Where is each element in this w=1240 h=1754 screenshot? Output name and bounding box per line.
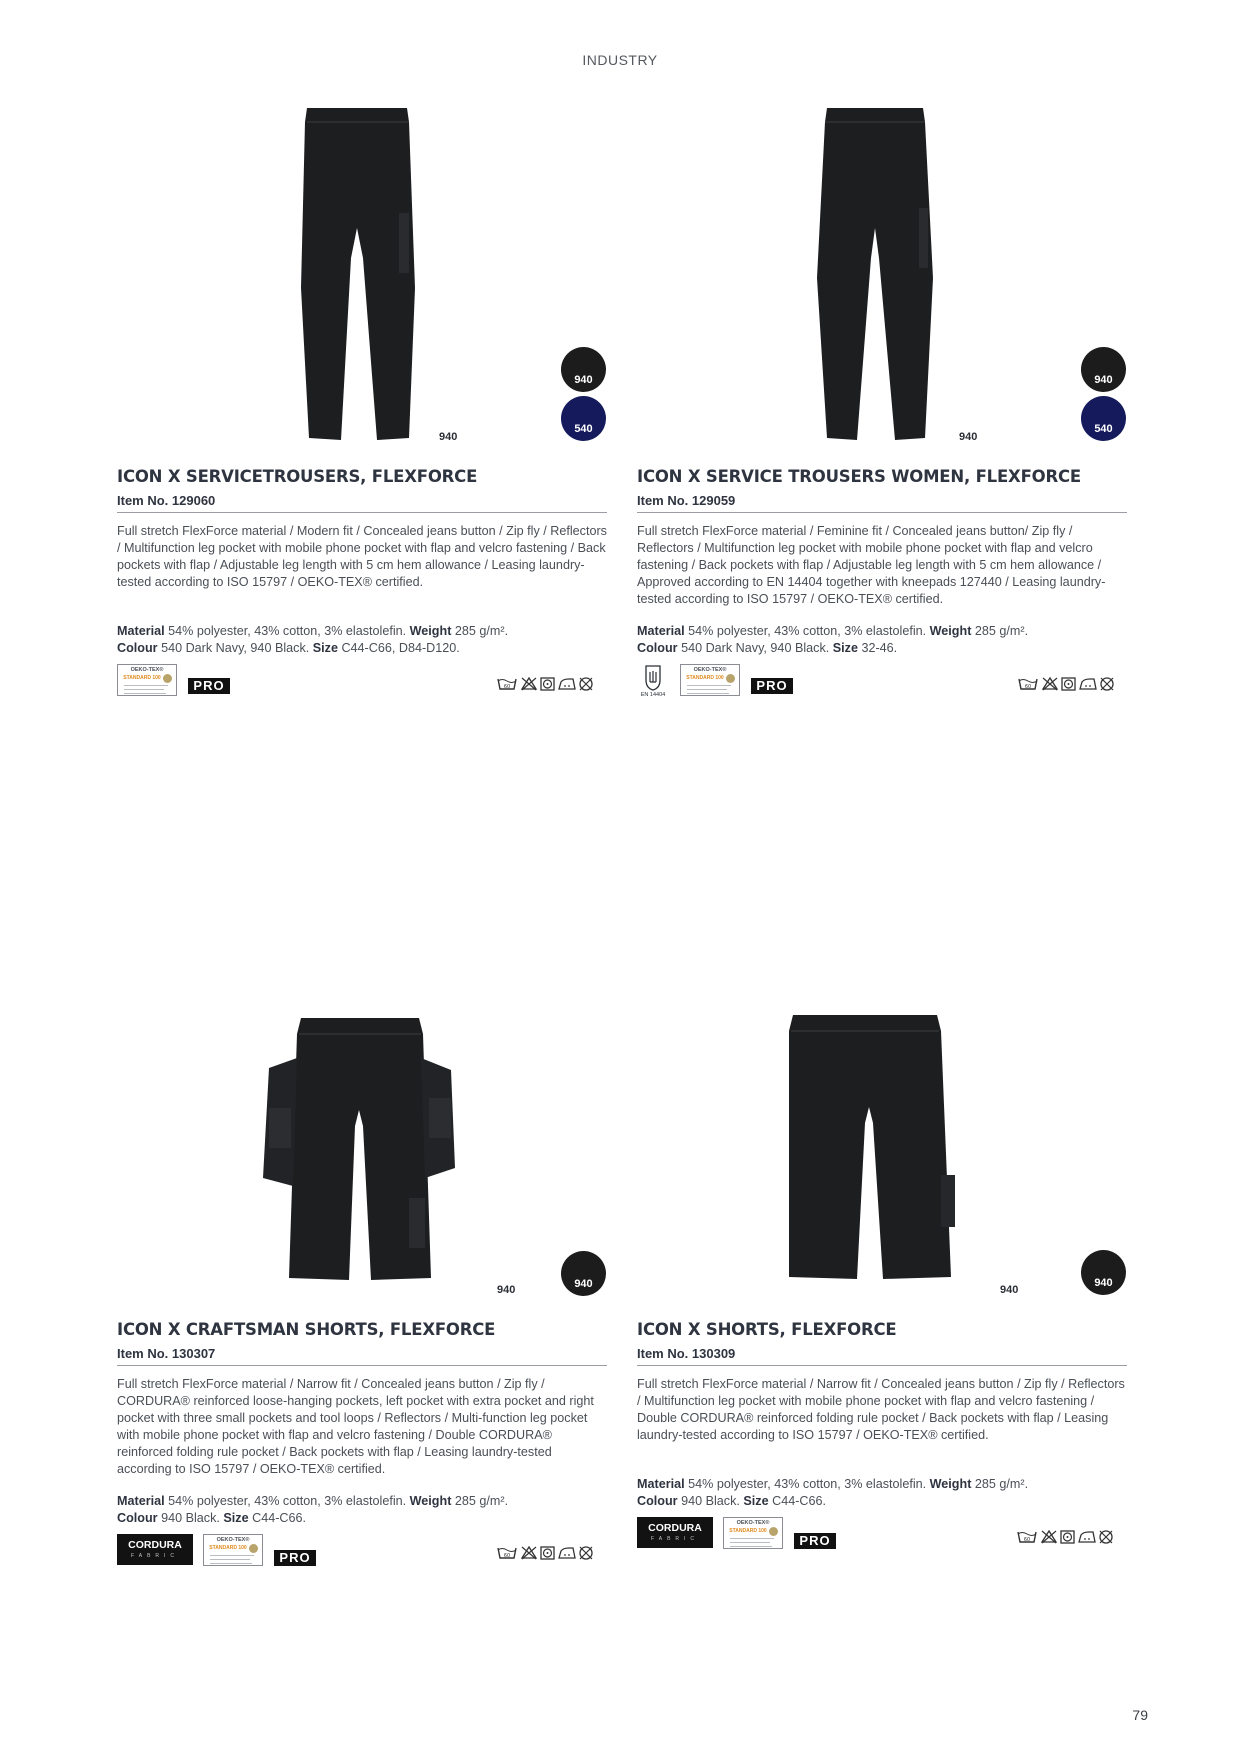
section-label: INDUSTRY <box>582 52 658 68</box>
item-number: Item No. 129059 <box>637 493 736 508</box>
swatch-540[interactable]: 540 <box>561 396 606 441</box>
shield-glove-icon <box>638 664 668 692</box>
product-image-area <box>637 933 1127 1296</box>
product-description: Full stretch FlexForce material / Narrow fit / Concealed jeans button / Zip fly / CORDURA® reinforced loose-hanging pockets, left pocket with extra pocket and right pocket with three small pockets and tool loops / Reflectors / Multi-function leg pocket with mobile phone pocket with flap and velcro fastening / Double CORDURA® reinforced folding rule pocket / Back pockets with flap / Leasing laundry-tested according to ISO 15797 / OEKO-TEX® certified. <box>117 1377 594 1476</box>
divider <box>117 1365 607 1366</box>
care-symbols <box>1017 1529 1127 1545</box>
shorts-image <box>775 1015 965 1297</box>
cordura-badge: CORDURA FABRIC <box>637 1517 713 1548</box>
pro-badge: PRO <box>274 1550 316 1566</box>
product-image-area <box>637 80 1127 443</box>
divider <box>637 512 1127 513</box>
swatch-940[interactable]: 940 <box>561 347 606 392</box>
product-title: ICON X SHORTS, FLEXFORCE <box>637 1320 897 1339</box>
pro-badge: PRO <box>751 678 793 694</box>
oeko-tex-badge: OEKO-TEX® STANDARD 100 <box>203 1534 263 1566</box>
image-color-code: 940 <box>439 431 458 443</box>
product-specs: Material 54% polyester, 43% cotton, 3% elastolefin. Weight 285 g/m². Colour 940 Black. Size C44-C66. <box>637 1477 1029 1508</box>
oeko-tex-badge: OEKO-TEX® STANDARD 100 <box>723 1517 783 1549</box>
trousers-image <box>297 108 417 442</box>
swatch-540[interactable]: 540 <box>1081 396 1126 441</box>
swatch-940[interactable]: 940 <box>1081 1250 1126 1295</box>
product-specs: Material 54% polyester, 43% cotton, 3% elastolefin. Weight 285 g/m². Colour 540 Dark Navy, 940 Black. Size 32-46. <box>637 624 1029 655</box>
care-symbols <box>497 1545 607 1561</box>
product-description: Full stretch FlexForce material / Modern fit / Concealed jeans button / Zip fly / Reflectors / Multifunction leg pocket with mobile phone pocket with flap and velcro fastening / Back pockets with flap / Adjustable leg length with 5 cm hem allowance / Leasing laundry-tested according to ISO 15797 / OEKO-TEX® certified. <box>117 524 607 589</box>
swatch-940[interactable]: 940 <box>561 1251 606 1296</box>
product-title: ICON X SERVICE TROUSERS WOMEN, FLEXFORCE <box>637 467 1081 486</box>
product-image-area <box>117 933 607 1296</box>
product-specs: Material 54% polyester, 43% cotton, 3% elastolefin. Weight 285 g/m². Colour 540 Dark Navy, 940 Black. Size C44-C66, D84-D120. <box>117 624 509 655</box>
product-description: Full stretch FlexForce material / Narrow fit / Concealed jeans button / Zip fly / Reflectors / Multifunction leg pocket with mobile phone pocket with flap and velcro fastening / Double CORDURA® reinforced folding rule pocket / Back pockets with flap / Leasing laundry-tested according to ISO 15797 / OEKO-TEX® certified. <box>637 1377 1125 1442</box>
craftsman-shorts-image <box>259 1018 459 1298</box>
divider <box>637 1365 1127 1366</box>
item-number: Item No. 130307 <box>117 1346 216 1361</box>
product-specs: Material 54% polyester, 43% cotton, 3% elastolefin. Weight 285 g/m². Colour 940 Black. Size C44-C66. <box>117 1494 509 1525</box>
pro-badge: PRO <box>188 678 230 694</box>
product-title: ICON X CRAFTSMAN SHORTS, FLEXFORCE <box>117 1320 496 1339</box>
divider <box>117 512 607 513</box>
item-number: Item No. 129060 <box>117 493 216 508</box>
swatch-940[interactable]: 940 <box>1081 347 1126 392</box>
product-description: Full stretch FlexForce material / Feminine fit / Concealed jeans button/ Zip fly / Reflectors / Multifunction leg pocket with mobile phone pocket with flap and velcro fastening / Back pockets with flap / Adjustable leg length with 5 cm hem allowance / Approved according to EN 14404 together with kneepads 127440 / Leasing laundry-tested according to ISO 15797 / OEKO-TEX® certified. <box>637 524 1106 606</box>
image-color-code: 940 <box>1000 1284 1019 1296</box>
cordura-badge: CORDURA FABRIC <box>117 1534 193 1565</box>
pro-badge: PRO <box>794 1533 836 1549</box>
en-14404-badge: EN 14404 <box>638 664 668 700</box>
product-title: ICON X SERVICETROUSERS, FLEXFORCE <box>117 467 478 486</box>
oeko-tex-badge: OEKO-TEX® STANDARD 100 <box>117 664 177 696</box>
care-symbols <box>1018 676 1128 692</box>
page-number: 79 <box>1132 1707 1148 1723</box>
care-symbols <box>497 676 607 692</box>
oeko-tex-badge: OEKO-TEX® STANDARD 100 <box>680 664 740 696</box>
image-color-code: 940 <box>959 431 978 443</box>
trousers-image <box>815 108 935 442</box>
item-number: Item No. 130309 <box>637 1346 736 1361</box>
product-image-area <box>117 80 607 443</box>
image-color-code: 940 <box>497 1284 516 1296</box>
